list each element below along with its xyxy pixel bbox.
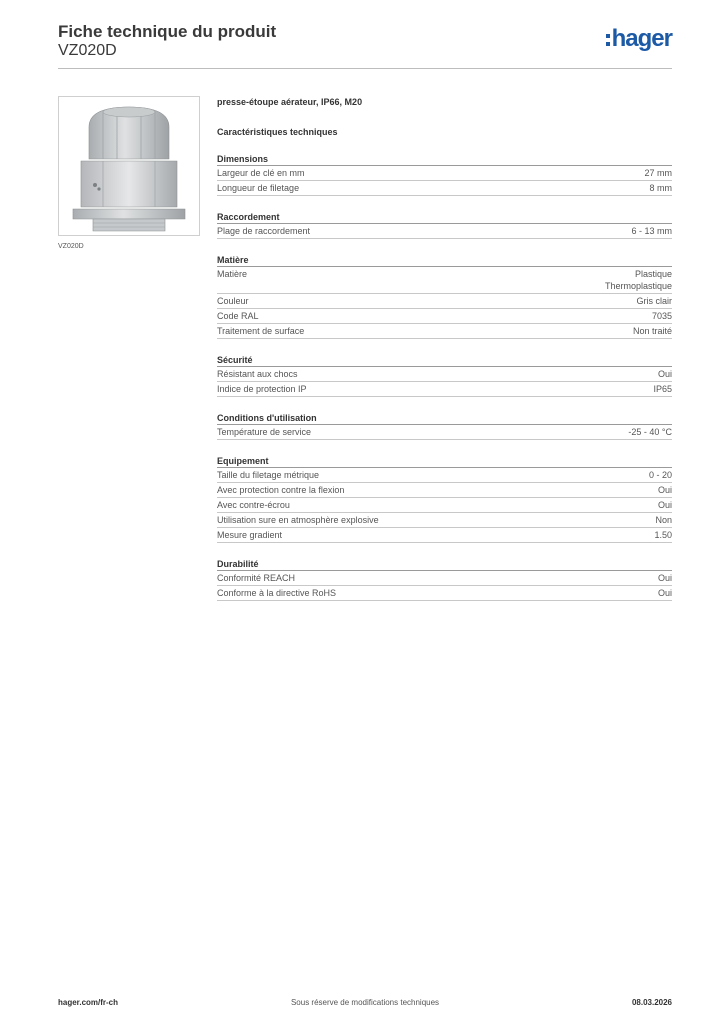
spec-row xyxy=(217,166,672,181)
header-divider xyxy=(58,68,672,69)
spec-label: Mesure gradient xyxy=(217,530,283,540)
spec-row xyxy=(217,586,672,601)
spec-row xyxy=(217,294,672,309)
spec-row xyxy=(217,425,672,440)
footer-disclaimer: Sous réserve de modifications techniques xyxy=(290,998,440,1007)
spec-value: 1.50 xyxy=(654,530,672,540)
cable-gland-image xyxy=(59,97,199,235)
spec-section xyxy=(217,558,672,601)
spec-row xyxy=(217,571,672,586)
spec-row xyxy=(217,513,672,528)
spec-panel xyxy=(217,96,672,601)
spec-value: Gris clair xyxy=(636,296,672,306)
spec-value: 8 mm xyxy=(649,183,672,193)
spec-value: IP65 xyxy=(653,384,672,394)
product-image xyxy=(58,96,200,236)
spec-section xyxy=(217,455,672,543)
spec-value: Oui xyxy=(657,573,672,583)
spec-label: Utilisation sure en atmosphère explosive xyxy=(217,515,379,525)
spec-row xyxy=(217,382,672,397)
spec-value: Oui xyxy=(657,485,672,495)
spec-row xyxy=(217,528,672,543)
spec-row xyxy=(217,309,672,324)
spec-label: Matière xyxy=(217,269,248,279)
section-title: Raccordement xyxy=(217,211,672,224)
footer-date: 08.03.2026 xyxy=(631,998,672,1007)
spec-row xyxy=(217,224,672,239)
spec-value: Oui xyxy=(657,369,672,379)
spec-value: Plastique Thermoplastique xyxy=(604,269,672,291)
section-title: Conditions d'utilisation xyxy=(217,412,672,425)
page-title: Fiche technique du produit xyxy=(58,22,277,41)
section-title: Durabilité xyxy=(217,558,672,571)
spec-label: Plage de raccordement xyxy=(217,226,311,236)
spec-label: Taille du filetage métrique xyxy=(217,470,320,480)
spec-section xyxy=(217,254,672,339)
spec-label: Traitement de surface xyxy=(217,326,305,336)
section-title: Equipement xyxy=(217,455,672,468)
image-caption: VZ020D xyxy=(58,243,84,250)
spec-heading: Caractéristiques techniques xyxy=(217,127,338,137)
section-title: Matière xyxy=(217,254,672,267)
page-header xyxy=(58,20,672,68)
section-title: Dimensions xyxy=(217,153,672,166)
spec-row xyxy=(217,181,672,196)
spec-value: 27 mm xyxy=(644,168,672,178)
spec-row xyxy=(217,324,672,339)
spec-section xyxy=(217,153,672,196)
spec-row xyxy=(217,267,672,294)
spec-value: Non traité xyxy=(632,326,672,336)
spec-value: Non xyxy=(655,515,672,525)
product-description: presse-étoupe aérateur, IP66, M20 xyxy=(217,97,363,107)
spec-label: Indice de protection IP xyxy=(217,384,307,394)
spec-value: -25 - 40 °C xyxy=(628,427,672,437)
spec-label: Conforme à la directive RoHS xyxy=(217,588,337,598)
hager-logo xyxy=(606,26,672,52)
section-title: Sécurité xyxy=(217,354,672,367)
logo-text: hager xyxy=(611,25,672,52)
spec-value: 0 - 20 xyxy=(648,470,672,480)
product-reference: VZ020D xyxy=(58,42,117,59)
spec-section xyxy=(217,354,672,397)
spec-value: Oui xyxy=(657,588,672,598)
spec-label: Résistant aux chocs xyxy=(217,369,298,379)
spec-section xyxy=(217,412,672,440)
spec-row xyxy=(217,498,672,513)
spec-value: Oui xyxy=(657,500,672,510)
spec-sections xyxy=(217,153,672,601)
spec-value: 6 - 13 mm xyxy=(631,226,672,236)
spec-label: Code RAL xyxy=(217,311,259,321)
spec-label: Couleur xyxy=(217,296,249,306)
spec-value: 7035 xyxy=(651,311,672,321)
spec-label: Avec protection contre la flexion xyxy=(217,485,345,495)
spec-label: Largeur de clé en mm xyxy=(217,168,305,178)
spec-row xyxy=(217,483,672,498)
spec-label: Avec contre-écrou xyxy=(217,500,290,510)
page-footer xyxy=(58,998,672,1010)
spec-section xyxy=(217,211,672,239)
spec-row xyxy=(217,468,672,483)
spec-label: Longueur de filetage xyxy=(217,183,300,193)
spec-label: Température de service xyxy=(217,427,312,437)
spec-label: Conformité REACH xyxy=(217,573,296,583)
spec-row xyxy=(217,367,672,382)
footer-website: hager.com/fr-ch xyxy=(58,998,119,1007)
logo-colon-icon xyxy=(606,32,610,46)
